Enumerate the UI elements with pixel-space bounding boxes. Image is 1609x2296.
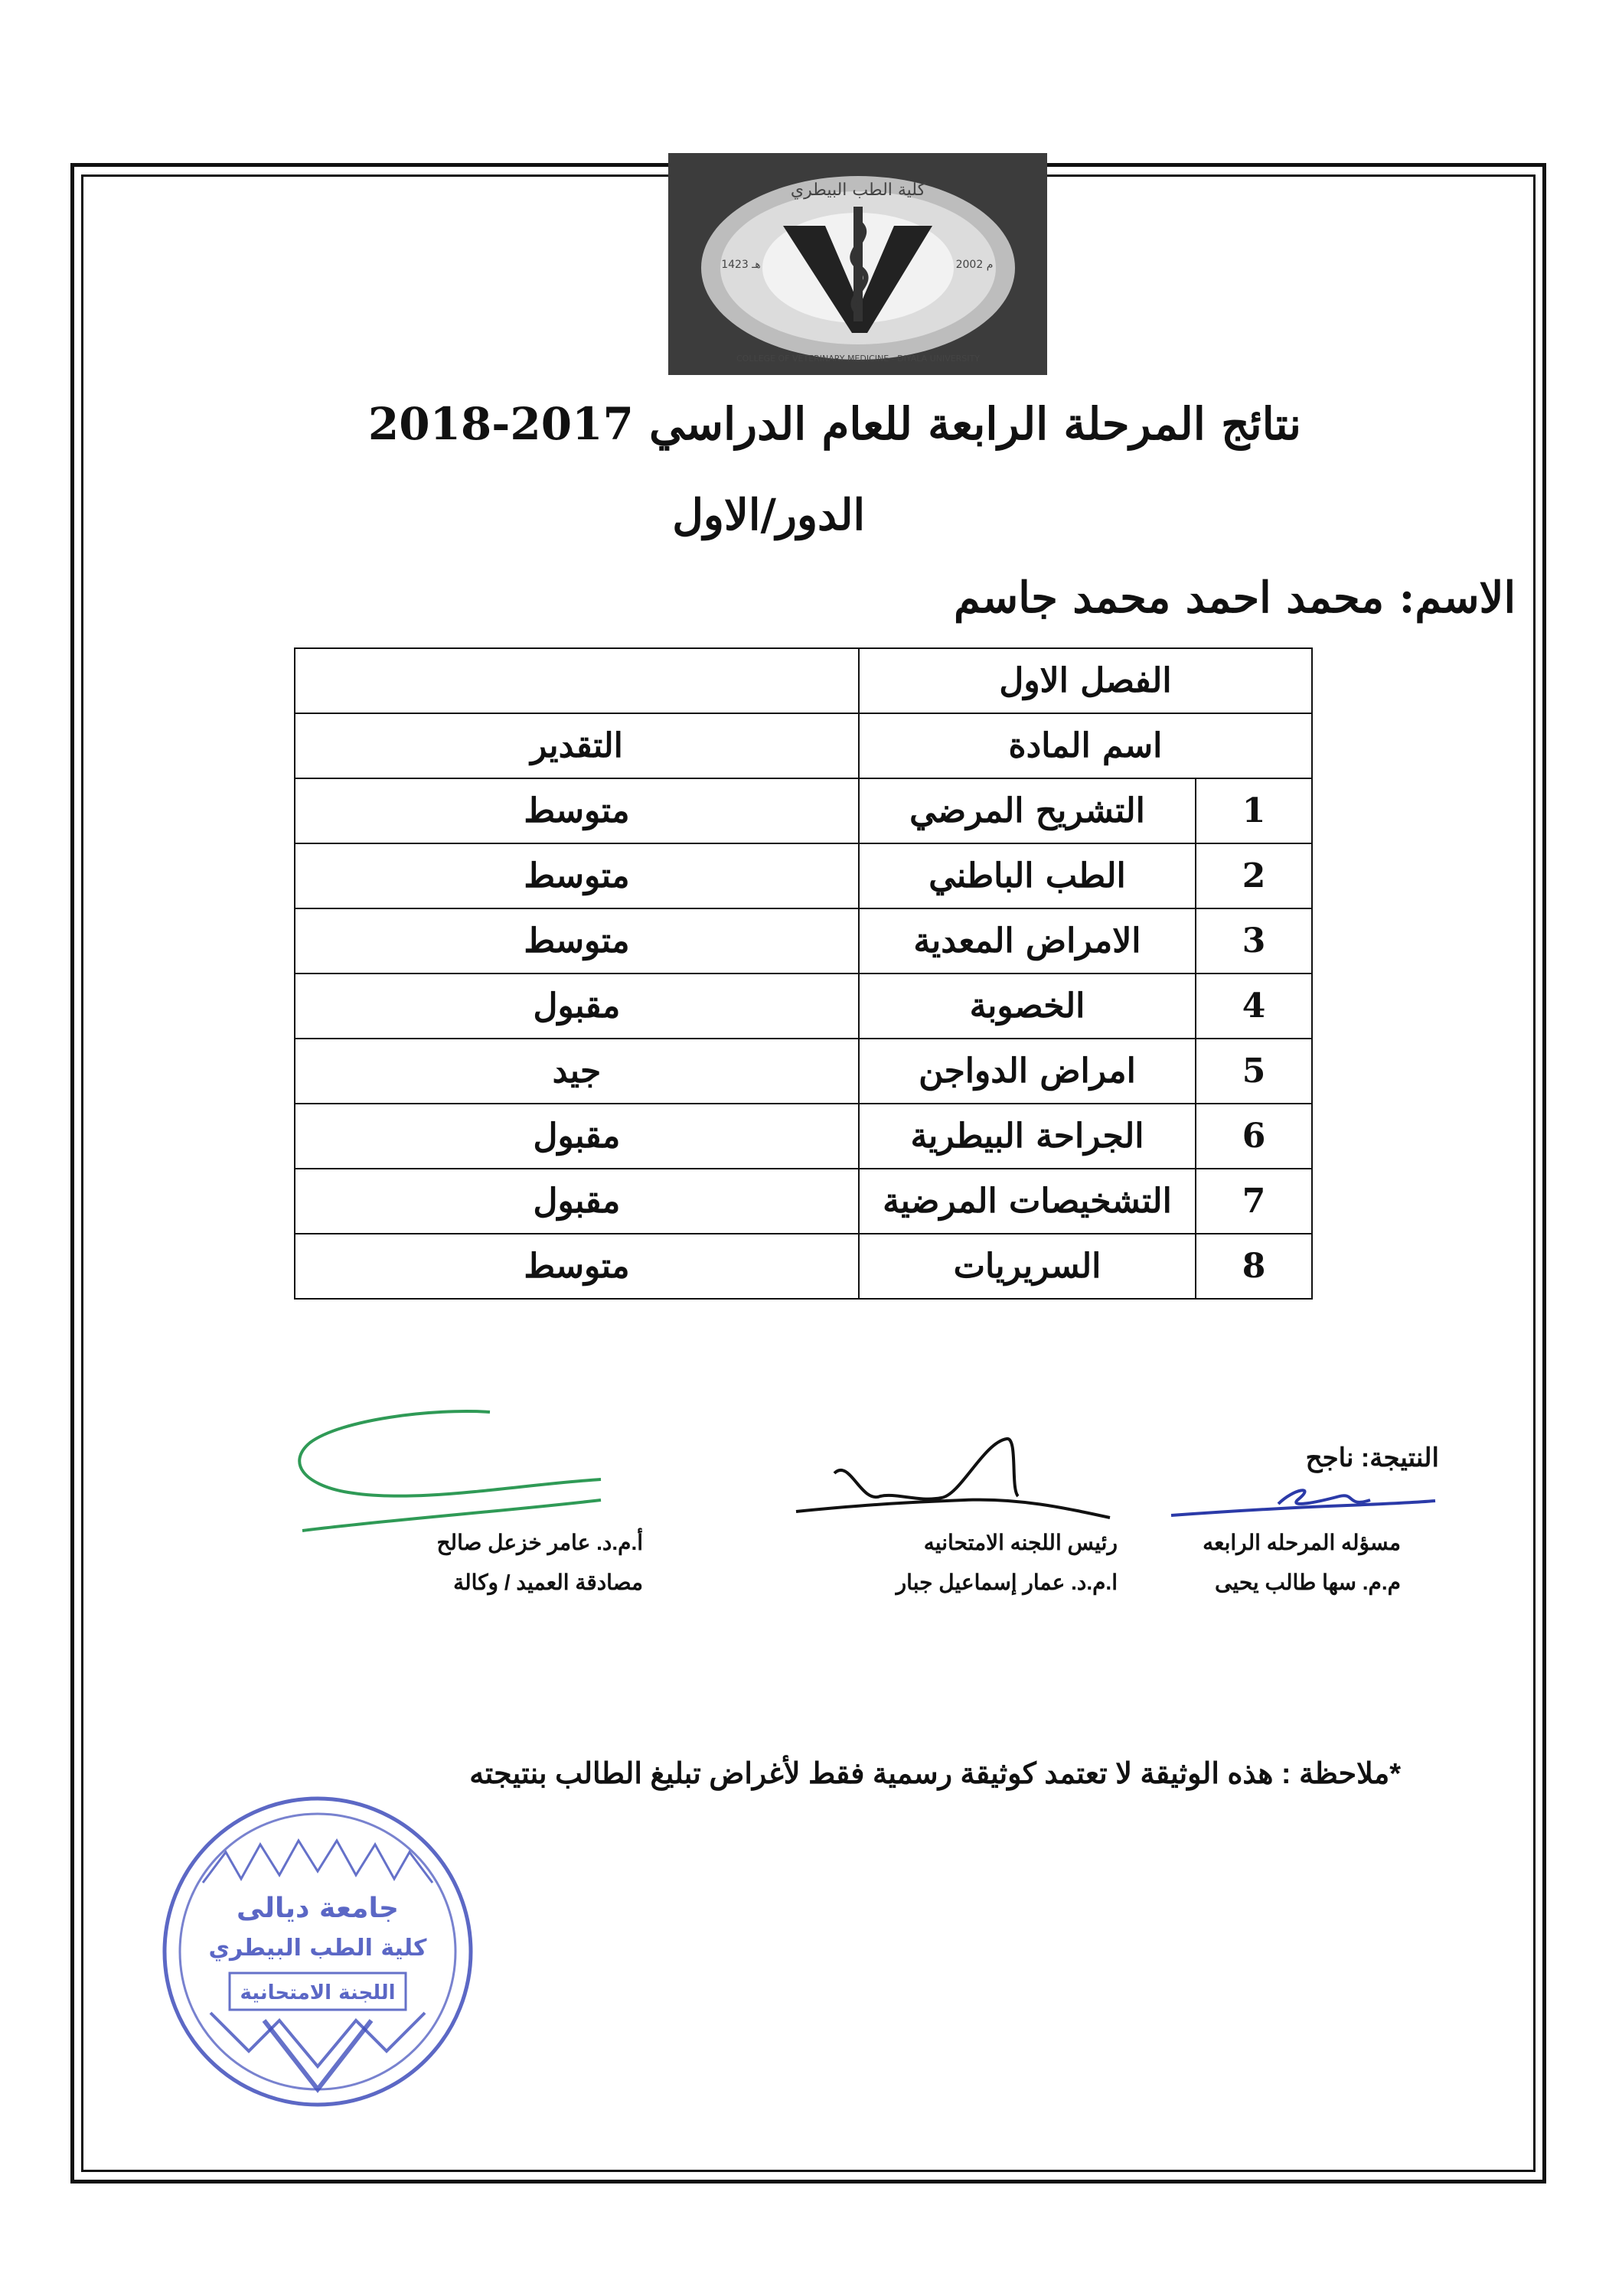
result-label: النتيجة:	[1360, 1443, 1439, 1473]
semester-row	[295, 648, 1312, 713]
signatory-name: ا.م.د. عمار إسماعيل جبار	[896, 1570, 1118, 1594]
student-name-label: الاسم:	[1398, 572, 1516, 623]
student-name-line	[954, 572, 1516, 623]
row-number-cell: 4	[1196, 974, 1312, 1039]
page-title: نتائج المرحلة الرابعة للعام الدراسي 2017-2018	[367, 398, 1301, 450]
table-row	[295, 1104, 1312, 1169]
semester-cell: الفصل الاول	[859, 648, 1312, 713]
exam-round: الدور/الاول	[672, 490, 865, 540]
row-number-cell: 6	[1196, 1104, 1312, 1169]
result-value: ناجح	[1305, 1443, 1354, 1473]
grade-cell: متوسط	[295, 1234, 859, 1299]
subject-cell: السريريات	[859, 1234, 1196, 1299]
subject-cell: الخصوبة	[859, 974, 1196, 1039]
grades-table	[294, 647, 1313, 1300]
signature-block-right	[1087, 1523, 1401, 1603]
semester-empty-cell	[295, 648, 859, 713]
signature-right	[1164, 1473, 1439, 1527]
grade-cell: مقبول	[295, 1104, 859, 1169]
signatory-name: أ.م.د. عامر خزعل صالح	[436, 1531, 643, 1554]
grade-cell: جيد	[295, 1039, 859, 1104]
college-logo	[668, 153, 1047, 375]
subject-cell: الجراحة البيطرية	[859, 1104, 1196, 1169]
signature-middle	[788, 1435, 1118, 1523]
grade-cell: مقبول	[295, 1169, 859, 1234]
student-name-value: محمد احمد محمد جاسم	[954, 572, 1385, 623]
header-row	[295, 713, 1312, 778]
subject-header: اسم المادة	[859, 713, 1312, 778]
row-number-cell: 5	[1196, 1039, 1312, 1104]
signatory-title: مصادقة العميد / وكالة	[453, 1570, 643, 1594]
row-number-cell: 3	[1196, 908, 1312, 974]
table-row	[295, 1039, 1312, 1104]
grade-header: التقدير	[295, 713, 859, 778]
document-note: *ملاحظة : هذه الوثيقة لا تعتمد كوثيقة رسمية فقط لأغراض تبليغ الطالب بنتيجته	[469, 1758, 1401, 1790]
signatory-title: رئيس اللجنه الامتحانيه	[923, 1531, 1118, 1554]
row-number-cell: 1	[1196, 778, 1312, 843]
table-row	[295, 1169, 1312, 1234]
table-row	[295, 974, 1312, 1039]
logo-english-text: COLLEGE OF VETERINARY MEDICINE - DIYALA UNIVERSITY	[736, 354, 980, 364]
row-number-cell: 7	[1196, 1169, 1312, 1234]
official-stamp	[157, 1791, 478, 2112]
subject-cell: التشريح المرضي	[859, 778, 1196, 843]
table-row	[295, 908, 1312, 974]
subject-cell: الطب الباطني	[859, 843, 1196, 908]
logo-year-hijri: 1423 هـ	[721, 259, 761, 271]
row-number-cell: 8	[1196, 1234, 1312, 1299]
stamp-college: كلية الطب البيطري	[208, 1935, 427, 1962]
logo-arabic-text: كلية الطب البيطري	[790, 181, 926, 200]
stamp-committee: اللجنة الامتحانية	[240, 1981, 396, 2004]
grade-cell: متوسط	[295, 778, 859, 843]
logo-year-gregorian: 2002 م	[955, 259, 994, 271]
signature-block-middle	[781, 1523, 1118, 1603]
table-row	[295, 843, 1312, 908]
signature-left	[279, 1404, 609, 1542]
row-number-cell: 2	[1196, 843, 1312, 908]
subject-cell: امراض الدواجن	[859, 1039, 1196, 1104]
result-line	[1248, 1443, 1439, 1473]
table-row	[295, 778, 1312, 843]
signature-block-left	[321, 1523, 643, 1603]
stamp-university: جامعة ديالى	[237, 1893, 399, 1924]
subject-cell: التشخيصات المرضية	[859, 1169, 1196, 1234]
signatory-title: مسؤله المرحله الرابعه	[1203, 1531, 1401, 1554]
subject-cell: الامراض المعدية	[859, 908, 1196, 974]
grade-cell: متوسط	[295, 843, 859, 908]
grade-cell: مقبول	[295, 974, 859, 1039]
signatory-name: م.م. سها طالب يحيى	[1215, 1570, 1401, 1594]
table-row	[295, 1234, 1312, 1299]
college-logo-emblem	[668, 153, 1047, 375]
grade-cell: متوسط	[295, 908, 859, 974]
